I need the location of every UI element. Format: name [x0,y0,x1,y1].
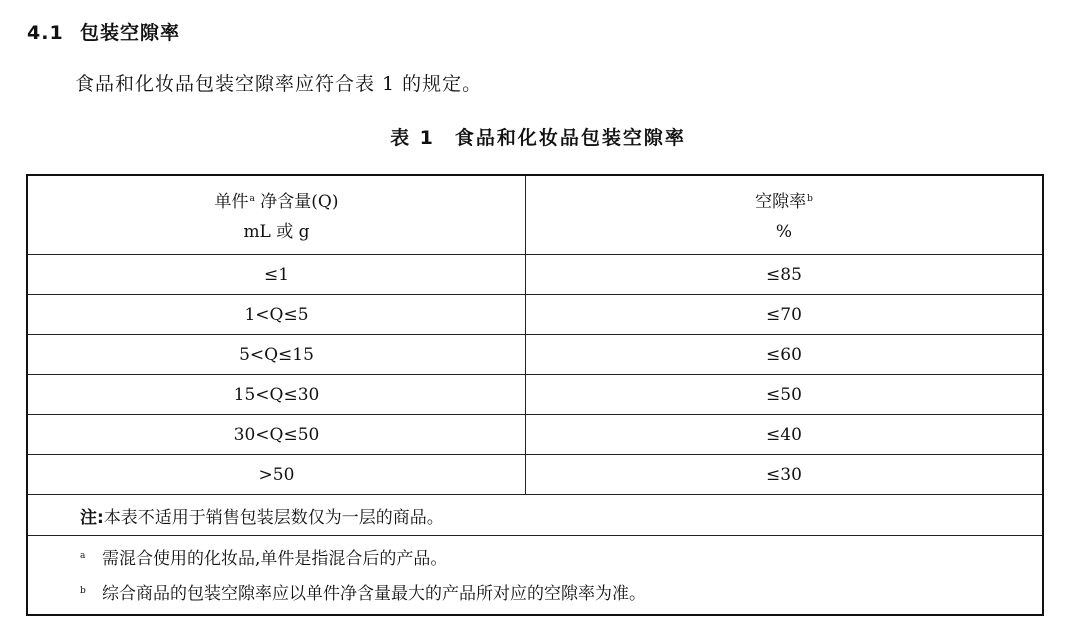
header-net-content-unit: mL 或 g [243,221,310,242]
footnote-b-text: 综合商品的包装空隙率应以单件净含量最大的产品所对应的空隙率为准。 [102,584,646,604]
table-caption-label: 表 1 [390,127,435,149]
note-text: 本表不适用于销售包装层数仅为一层的商品。 [103,507,444,528]
body-paragraph: 食品和化妆品包装空隙率应符合表 1 的规定。 [75,73,483,95]
footnote-b [80,575,1042,610]
table-row [27,375,1043,415]
table-footnotes [27,536,1043,616]
table-row [27,455,1043,495]
table-header-row [27,175,1043,255]
note-label: 注: [80,507,104,528]
table-row [27,295,1043,335]
section-heading [27,18,180,45]
quantity-cell: 30<Q≤50 [27,415,526,455]
table-row [27,415,1043,455]
void-ratio-table [26,174,1044,616]
quantity-cell: 1<Q≤5 [27,295,526,335]
quantity-cell: 15<Q≤30 [27,375,526,415]
ratio-cell: ≤50 [526,375,1044,415]
section-title: 包装空隙率 [80,22,181,44]
footnote-a-text: 需混合使用的化妆品,单件是指混合后的产品。 [102,549,448,569]
ratio-cell: ≤30 [526,455,1044,495]
table-row [27,255,1043,295]
section-number: 4.1 [27,22,64,44]
quantity-cell: 5<Q≤15 [27,335,526,375]
footnote-a-mark: a [80,551,86,561]
table-caption [0,123,1076,150]
table-note [27,495,1043,536]
footnote-b-mark: b [80,586,86,596]
footnote-ref-a: a [249,193,255,204]
header-net-content-line1: 单件$^a$ 净含量(Q) [214,191,339,212]
table-footnotes-row [27,536,1043,616]
ratio-cell: ≤70 [526,295,1044,335]
header-void-ratio-line1: 空隙率$^b$ [755,191,813,212]
header-net-content [27,175,526,255]
footnote-ref-b: b [807,193,813,204]
table-row [27,335,1043,375]
header-void-ratio [526,175,1044,255]
footnote-a [80,540,1042,575]
ratio-cell: ≤40 [526,415,1044,455]
quantity-cell: ≤1 [27,255,526,295]
quantity-cell: >50 [27,455,526,495]
ratio-cell: ≤85 [526,255,1044,295]
table-note-row [27,495,1043,536]
table-caption-title: 食品和化妆品包装空隙率 [454,127,686,149]
header-void-ratio-unit: % [775,221,793,242]
ratio-cell: ≤60 [526,335,1044,375]
